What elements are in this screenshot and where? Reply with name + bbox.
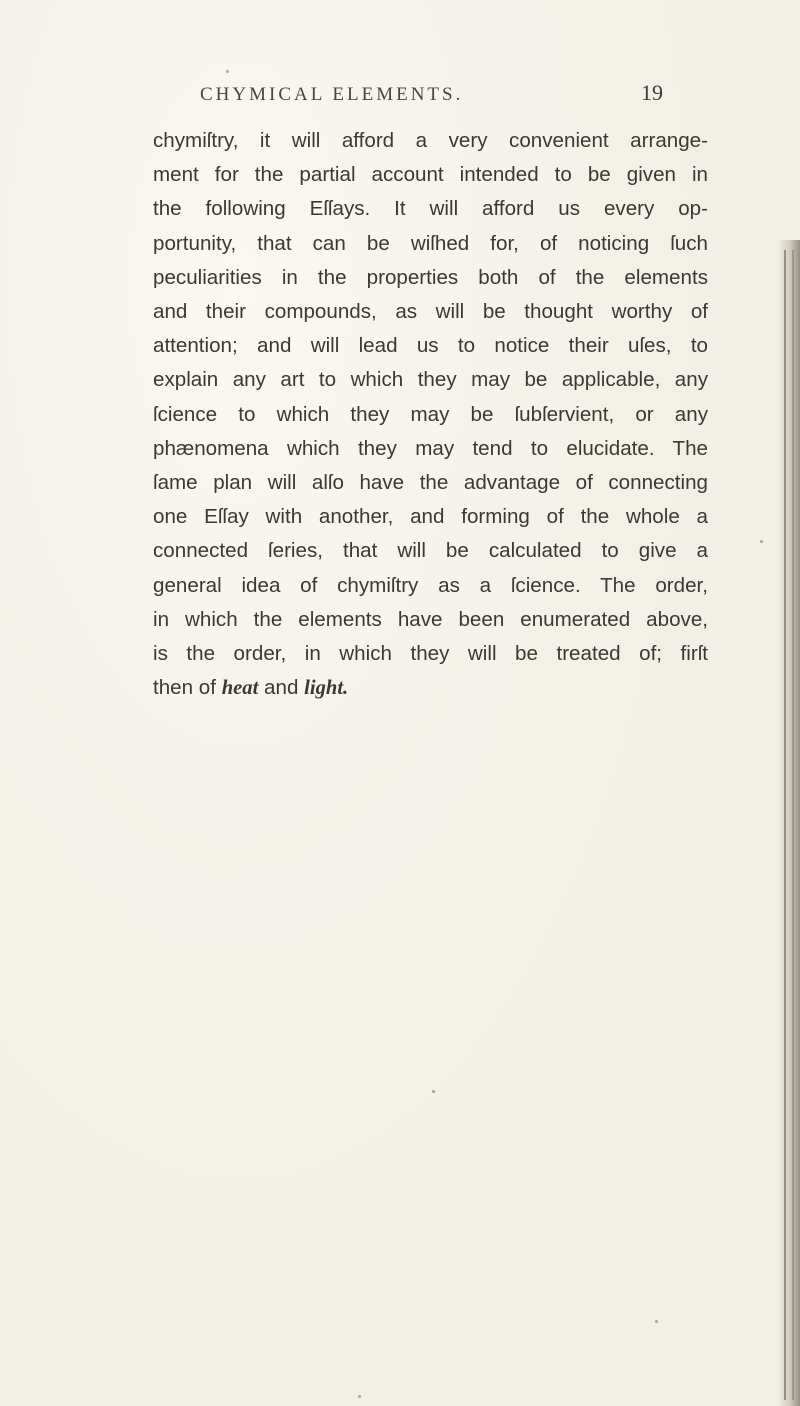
paper-speck — [760, 540, 763, 543]
text-line: attention; and will lead us to notice their uſes, to — [153, 334, 708, 358]
text-line: one Eſſay with another, and forming of the whole a — [153, 505, 708, 529]
text-line: and their compounds, as will be thought worthy of — [153, 300, 708, 324]
running-head: CHYMICAL ELEMENTS. — [200, 84, 464, 105]
text-line: the following Eſſays. It will afford us every op- — [153, 197, 708, 221]
page-number: 19 — [641, 80, 663, 105]
text-line: peculiarities in the properties both of the elements — [153, 265, 708, 289]
text-line: connected ſeries, that will be calculated to give a — [153, 539, 708, 563]
text-line: chymiſtry, it will afford a very convenient arrange- — [153, 129, 708, 152]
final-line-prefix: then of — [153, 676, 222, 700]
text-line-final — [153, 671, 708, 705]
text-line: portunity, that can be wiſhed for, of noticing ſuch — [153, 231, 708, 255]
text-line: phænomena which they may tend to elucidate. The — [153, 436, 708, 460]
gutter-shadow-line — [792, 250, 794, 1400]
paper-speck — [358, 1395, 361, 1398]
text-line: ſame plan will alſo have the advantage of connecting — [153, 471, 708, 495]
text-line: ment for the partial account intended to be given in — [153, 163, 708, 187]
term-light: light. — [304, 677, 349, 700]
text-line: explain any art to which they may be applicable, any — [153, 368, 708, 392]
paper-speck — [432, 1090, 435, 1093]
text-line: in which the elements have been enumerated above, — [153, 607, 708, 631]
final-line-conjunction: and — [258, 676, 305, 700]
term-heat: heat — [221, 677, 259, 700]
text-line: general idea of chymiſtry as a ſcience. The order, — [153, 573, 708, 597]
binding-gutter — [778, 240, 800, 1406]
body-paragraph — [153, 124, 708, 705]
paper-speck — [226, 70, 229, 73]
paper-speck — [655, 1320, 658, 1323]
text-line: is the order, in which they will be treated of; firſt — [153, 642, 708, 666]
text-line: ſcience to which they may be ſubſervient, or any — [153, 402, 708, 426]
gutter-shadow-line — [784, 250, 786, 1400]
